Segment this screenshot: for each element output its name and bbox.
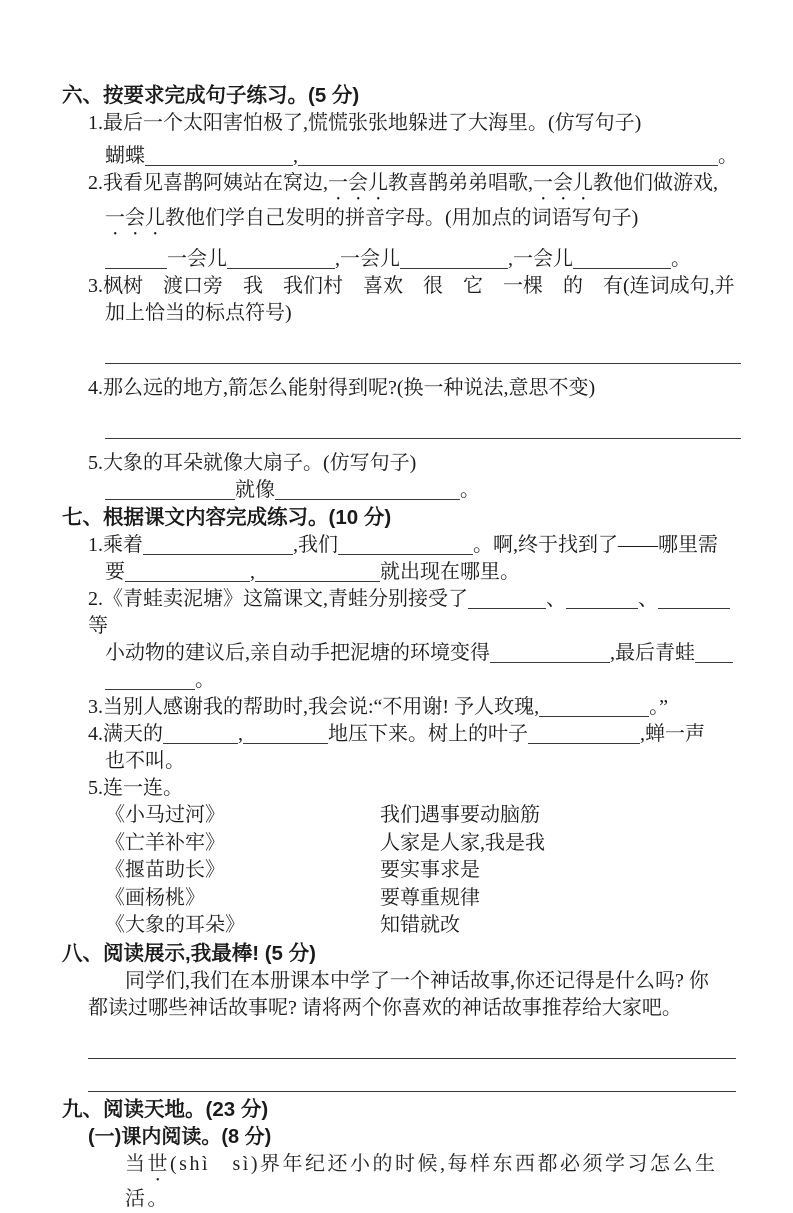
- eight-paragraph-line2: 都读过哪些神话故事呢? 请将两个你喜欢的神话故事推荐给大家吧。: [88, 996, 682, 1019]
- six-q4-prompt: 4.那么远的地方,箭怎么能射得到呢?(换一种说法,意思不变): [88, 377, 596, 399]
- emphasized-text: 世: [147, 1152, 170, 1175]
- answer-blank: [566, 604, 638, 609]
- section-nine: [62, 1096, 749, 1213]
- eight-answer-line-2: [88, 1069, 749, 1096]
- answer-blank: [298, 161, 718, 166]
- answer-blank: [255, 577, 380, 582]
- six-q1-answer-line: [105, 143, 749, 170]
- text-segment: ,: [250, 561, 255, 583]
- answer-blank: [105, 685, 195, 690]
- six-q2-line2: [105, 205, 749, 240]
- match-row: [105, 912, 749, 940]
- emphasized-text: 一会儿: [105, 207, 165, 229]
- answer-blank: [88, 1087, 736, 1092]
- match-moral: 知错就改: [380, 914, 460, 936]
- match-moral: 要尊重规律: [380, 886, 480, 909]
- eight-answer-line-1: [88, 1036, 749, 1063]
- match-row: [105, 802, 749, 830]
- text-segment: 、: [638, 588, 658, 610]
- answer-blank: [275, 495, 460, 500]
- text-segment: 教喜鹊弟弟唱歌,: [388, 172, 533, 194]
- emphasized-text: 一会儿: [328, 172, 388, 194]
- answer-blank: [528, 739, 640, 744]
- nine-subsection-header: (一)课内阅读。(8 分): [88, 1125, 272, 1148]
- answer-blank: [573, 264, 671, 269]
- text-segment: 要: [105, 561, 125, 583]
- answer-blank: [163, 739, 238, 744]
- seven-q3-line: [88, 694, 749, 721]
- text-segment: ,一会儿: [508, 248, 573, 270]
- answer-blank: [243, 739, 328, 744]
- text-segment: 。: [671, 248, 691, 270]
- text-segment: 。: [195, 669, 215, 691]
- match-story-title: 《大象的耳朵》: [105, 914, 245, 936]
- six-q4-answer-line: [105, 416, 749, 443]
- text-segment: ,蝉一声: [640, 723, 705, 745]
- match-story-title: 《亡羊补牢》: [105, 831, 225, 854]
- section-eight: [62, 940, 749, 1096]
- text-segment: ,一会儿: [335, 248, 400, 270]
- text-segment: 。”: [649, 696, 668, 718]
- match-story-title: 《小马过河》: [105, 804, 225, 826]
- text-segment: 、: [546, 588, 566, 610]
- answer-blank: [105, 495, 235, 500]
- answer-blank: [143, 550, 293, 555]
- text-segment: 2.《青蛙卖泥塘》这篇课文,青蛙分别接受了: [88, 588, 468, 610]
- text-segment: ,: [238, 723, 243, 745]
- match-row: [105, 857, 749, 885]
- seven-q2-line1: [88, 586, 749, 640]
- match-moral: 要实事求是: [380, 859, 480, 881]
- answer-blank: [695, 658, 733, 663]
- text-segment: 。: [460, 479, 480, 501]
- answer-blank: [88, 1054, 736, 1059]
- text-segment: 就像: [235, 479, 275, 501]
- text-segment: 一会儿: [167, 248, 227, 270]
- answer-blank: [490, 658, 610, 663]
- text-segment: (shì sì)界年纪还小的时候,每样东西都必须学习怎么生活。: [125, 1152, 718, 1210]
- seven-q2-line3: [105, 667, 749, 694]
- text-segment: 等: [88, 615, 108, 637]
- text-segment: 蝴蝶: [105, 145, 145, 167]
- eight-paragraph-line1: 同学们,我们在本册课本中学了一个神话故事,你还记得是什么吗? 你: [125, 969, 709, 992]
- answer-blank: [125, 577, 250, 582]
- six-q3-line1: 3.枫树 渡口旁 我 我们村 喜欢 很 它 一棵 的 有(连词成句,并: [88, 275, 735, 297]
- section-six-header: 六、按要求完成句子练习。(5 分): [62, 84, 360, 107]
- answer-blank: [227, 264, 335, 269]
- text-segment: 3.当别人感谢我的帮助时,我会说:“不用谢! 予人玫瑰,: [88, 696, 540, 718]
- text-segment: 1.乘着: [88, 534, 143, 556]
- text-segment: 4.满天的: [88, 723, 163, 745]
- section-nine-header: 九、阅读天地。(23 分): [62, 1097, 269, 1121]
- answer-blank: [658, 604, 730, 609]
- text-segment: 当: [125, 1152, 148, 1175]
- text-segment: 教他们学自己发明的拼音字母。(用加点的词语写句子): [165, 207, 639, 229]
- answer-blank: [105, 434, 741, 439]
- seven-q1-line1: [88, 532, 749, 559]
- section-six: [62, 82, 749, 504]
- match-row: [105, 885, 749, 913]
- six-q2-answer-line: [105, 246, 749, 273]
- section-seven: [62, 504, 749, 940]
- text-segment: 地压下来。树上的叶子: [328, 723, 528, 745]
- section-seven-header: 七、根据课文内容完成练习。(10 分): [62, 506, 392, 529]
- answer-blank: [338, 550, 473, 555]
- text-segment: ,: [293, 145, 298, 167]
- seven-q4-line1: [88, 721, 749, 748]
- nine-passage-line1: [125, 1151, 749, 1213]
- six-q3-answer-line: [105, 341, 749, 368]
- seven-q5-prompt: 5.连一连。: [88, 777, 183, 799]
- answer-blank: [400, 264, 508, 269]
- seven-q2-line2: [105, 640, 749, 667]
- text-segment: ,我们: [293, 534, 338, 556]
- seven-q1-line2: [105, 559, 749, 586]
- emphasized-text: 一会儿: [533, 172, 593, 194]
- text-segment: ,最后青蛙: [610, 642, 695, 664]
- text-segment: 就出现在哪里。: [380, 561, 520, 583]
- section-eight-header: 八、阅读展示,我最棒! (5 分): [62, 941, 316, 965]
- six-q5-prompt: 5.大象的耳朵就像大扇子。(仿写句子): [88, 452, 417, 474]
- text-segment: 小动物的建议后,亲自动手把泥塘的环境变得: [105, 642, 490, 664]
- match-story-title: 《画杨桃》: [105, 886, 205, 909]
- answer-blank: [468, 604, 546, 609]
- six-q5-answer-line: [105, 477, 749, 504]
- answer-blank: [105, 359, 741, 364]
- answer-blank: [539, 712, 649, 717]
- text-segment: 。: [718, 145, 738, 167]
- six-q1-prompt: 1.最后一个太阳害怕极了,慌慌张张地躲进了大海里。(仿写句子): [88, 112, 642, 134]
- match-story-title: 《揠苗助长》: [105, 859, 225, 881]
- text-segment: 2.我看见喜鹊阿姨站在窝边,: [88, 172, 328, 194]
- match-row: [105, 830, 749, 858]
- six-q2-line1: [88, 170, 749, 205]
- answer-blank: [105, 264, 167, 269]
- match-moral: 人家是人家,我是我: [380, 831, 545, 854]
- match-moral: 我们遇事要动脑筋: [380, 804, 540, 826]
- seven-q4-line2: 也不叫。: [105, 750, 185, 772]
- text-segment: 。啊,终于找到了——哪里需: [473, 534, 718, 556]
- six-q3-line2: 加上恰当的标点符号): [105, 302, 292, 324]
- answer-blank: [145, 161, 293, 166]
- text-segment: 教他们做游戏,: [593, 172, 718, 194]
